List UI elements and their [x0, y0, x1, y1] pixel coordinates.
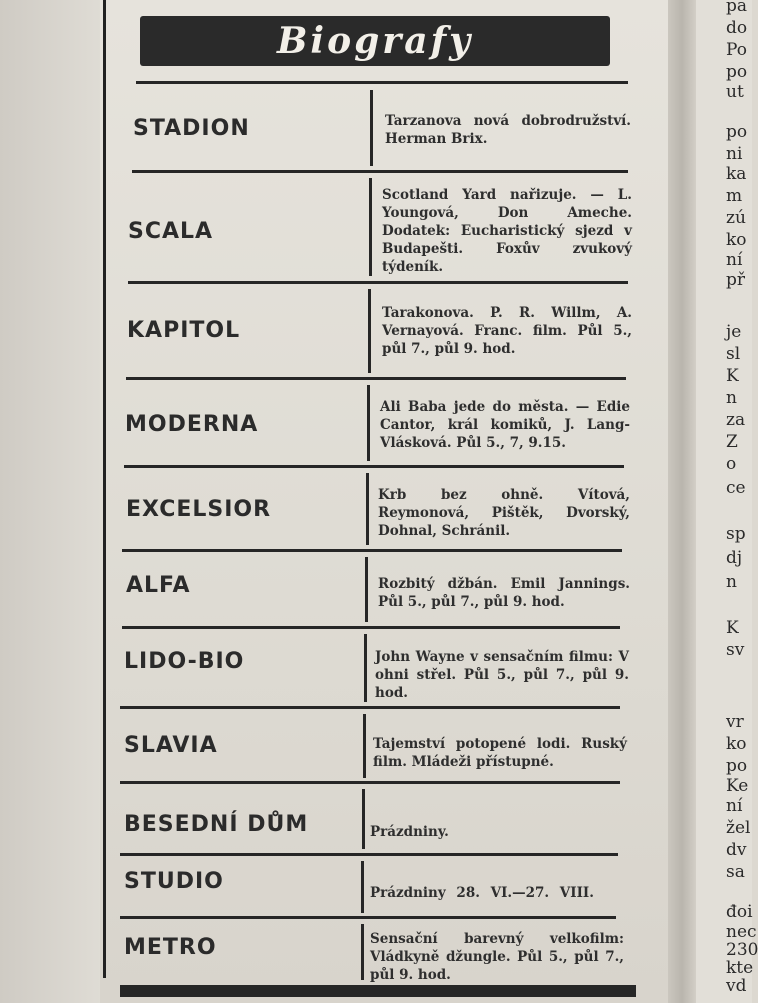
cinema-name: EXCELSIOR	[126, 497, 272, 522]
row-divider	[120, 706, 620, 709]
right-text-fragment: ko	[726, 230, 747, 250]
right-text-fragment: ut	[726, 82, 744, 102]
cinema-name: ALFA	[126, 573, 191, 598]
right-page-fragment	[690, 0, 758, 1003]
cinema-program: Rozbitý džbán. Emil Jannings. Půl 5., půl 7., půl 9. hod.	[378, 576, 630, 610]
right-text-fragment: sp	[726, 524, 746, 544]
right-text-fragment: př	[726, 270, 746, 290]
right-text-fragment: pa	[726, 0, 748, 16]
right-text-fragment: Ke	[726, 776, 749, 796]
row-divider	[122, 626, 620, 629]
cinema-name: SCALA	[128, 219, 214, 244]
right-text-fragment: kte	[726, 958, 754, 978]
right-text-fragment: ce	[726, 478, 746, 498]
right-text-fragment: sa	[726, 862, 745, 882]
column-divider	[361, 861, 364, 913]
right-text-fragment: m	[726, 186, 743, 206]
section-banner	[140, 16, 610, 66]
right-text-fragment: po	[726, 122, 748, 142]
right-text-fragment: za	[726, 410, 746, 430]
right-text-fragment: dj	[726, 548, 743, 568]
right-text-fragment: n	[726, 388, 737, 408]
bottom-border-bar	[120, 985, 636, 997]
cinema-name: KAPITOL	[127, 318, 241, 343]
right-text-fragment: po	[726, 756, 748, 776]
cinema-name: BESEDNÍ DŮM	[124, 812, 309, 837]
column-divider	[361, 924, 364, 980]
column-divider	[363, 714, 366, 778]
right-text-fragment: nec	[726, 922, 757, 942]
row-divider	[136, 81, 628, 84]
cinema-program: Tarzanova nová dobrodružství. Herman Brix.	[385, 113, 631, 147]
right-text-fragment: vd	[726, 976, 747, 996]
row-divider	[120, 781, 620, 784]
cinema-name: STADION	[133, 116, 250, 141]
right-text-fragment: o	[726, 454, 737, 474]
column-divider	[370, 90, 373, 166]
right-text-fragment: ní	[726, 796, 743, 816]
row-divider	[120, 916, 616, 919]
right-text-fragment: ni	[726, 144, 743, 164]
left-page-edge	[0, 0, 108, 1003]
cinema-program: Tarakonova. P. R. Willm, A. Vernayová. Franc. film. Půl 5., půl 7., půl 9. hod.	[382, 305, 632, 357]
right-text-fragment: sv	[726, 640, 745, 660]
column-divider	[367, 385, 370, 461]
right-text-fragment: Z	[726, 432, 738, 452]
row-divider	[126, 377, 626, 380]
right-text-fragment: žel	[726, 818, 751, 838]
right-text-fragment: 230	[726, 940, 758, 960]
right-text-fragment: vr	[726, 712, 744, 732]
cinema-program: Ali Baba jede do města. — Edie Cantor, král komiků, J. Lang-Vlásková. Půl 5., 7, 9.15.	[380, 399, 630, 451]
cinema-program: John Wayne v sensačním filmu: V ohni střel. Půl 5., půl 7., půl 9. hod.	[375, 649, 629, 701]
row-divider	[132, 170, 628, 173]
left-column-rule	[103, 0, 106, 978]
cinema-name: MODERNA	[125, 412, 259, 437]
right-text-fragment: đoi	[726, 902, 753, 922]
right-text-fragment: do	[726, 18, 748, 38]
row-divider	[124, 465, 624, 468]
cinema-program: Tajemství potopené lodi. Ruský film. Mládeži přístupné.	[373, 736, 627, 770]
cinema-name: STUDIO	[124, 869, 224, 894]
cinema-program: Krb bez ohně. Vítová, Reymonová, Pištěk, Dvorský, Dohnal, Schránil.	[378, 487, 630, 539]
cinema-program: Sensační barevný velkofilm: Vládkyně džungle. Půl 5., půl 7., půl 9. hod.	[370, 931, 624, 983]
right-text-fragment: Po	[726, 40, 747, 60]
column-divider	[366, 473, 369, 545]
row-divider	[120, 853, 618, 856]
right-text-fragment: n	[726, 572, 737, 592]
cinema-program: Scotland Yard nařizuje. — L. Youngová, Don Ameche. Dodatek: Eucharistický sjezd v Budapešti. Foxův zvukový týdeník.	[382, 187, 632, 275]
column-divider	[364, 634, 367, 702]
row-divider	[128, 281, 628, 284]
right-text-fragment: dv	[726, 840, 747, 860]
cinema-name: METRO	[124, 935, 217, 960]
cinema-program: Prázdniny.	[370, 824, 449, 840]
right-text-fragment: K	[726, 618, 739, 638]
column-divider	[368, 289, 371, 373]
column-divider	[365, 557, 368, 622]
book-gutter	[668, 0, 696, 1003]
cinema-program: Prázdniny 28. VI.—27. VIII.	[370, 885, 594, 901]
right-text-fragment: K	[726, 366, 739, 386]
column-divider	[362, 789, 365, 849]
right-text-fragment: je	[726, 322, 742, 342]
cinema-name: SLAVIA	[124, 733, 218, 758]
right-text-fragment: po	[726, 62, 748, 82]
row-divider	[122, 549, 622, 552]
right-text-fragment: ní	[726, 250, 743, 270]
column-divider	[369, 178, 372, 276]
cinema-name: LIDO-BIO	[124, 649, 245, 674]
right-text-fragment: zú	[726, 208, 746, 228]
right-text-fragment: ko	[726, 734, 747, 754]
right-text-fragment: sl	[726, 344, 741, 364]
right-text-fragment: ka	[726, 164, 747, 184]
section-title: Biografy	[277, 20, 473, 62]
